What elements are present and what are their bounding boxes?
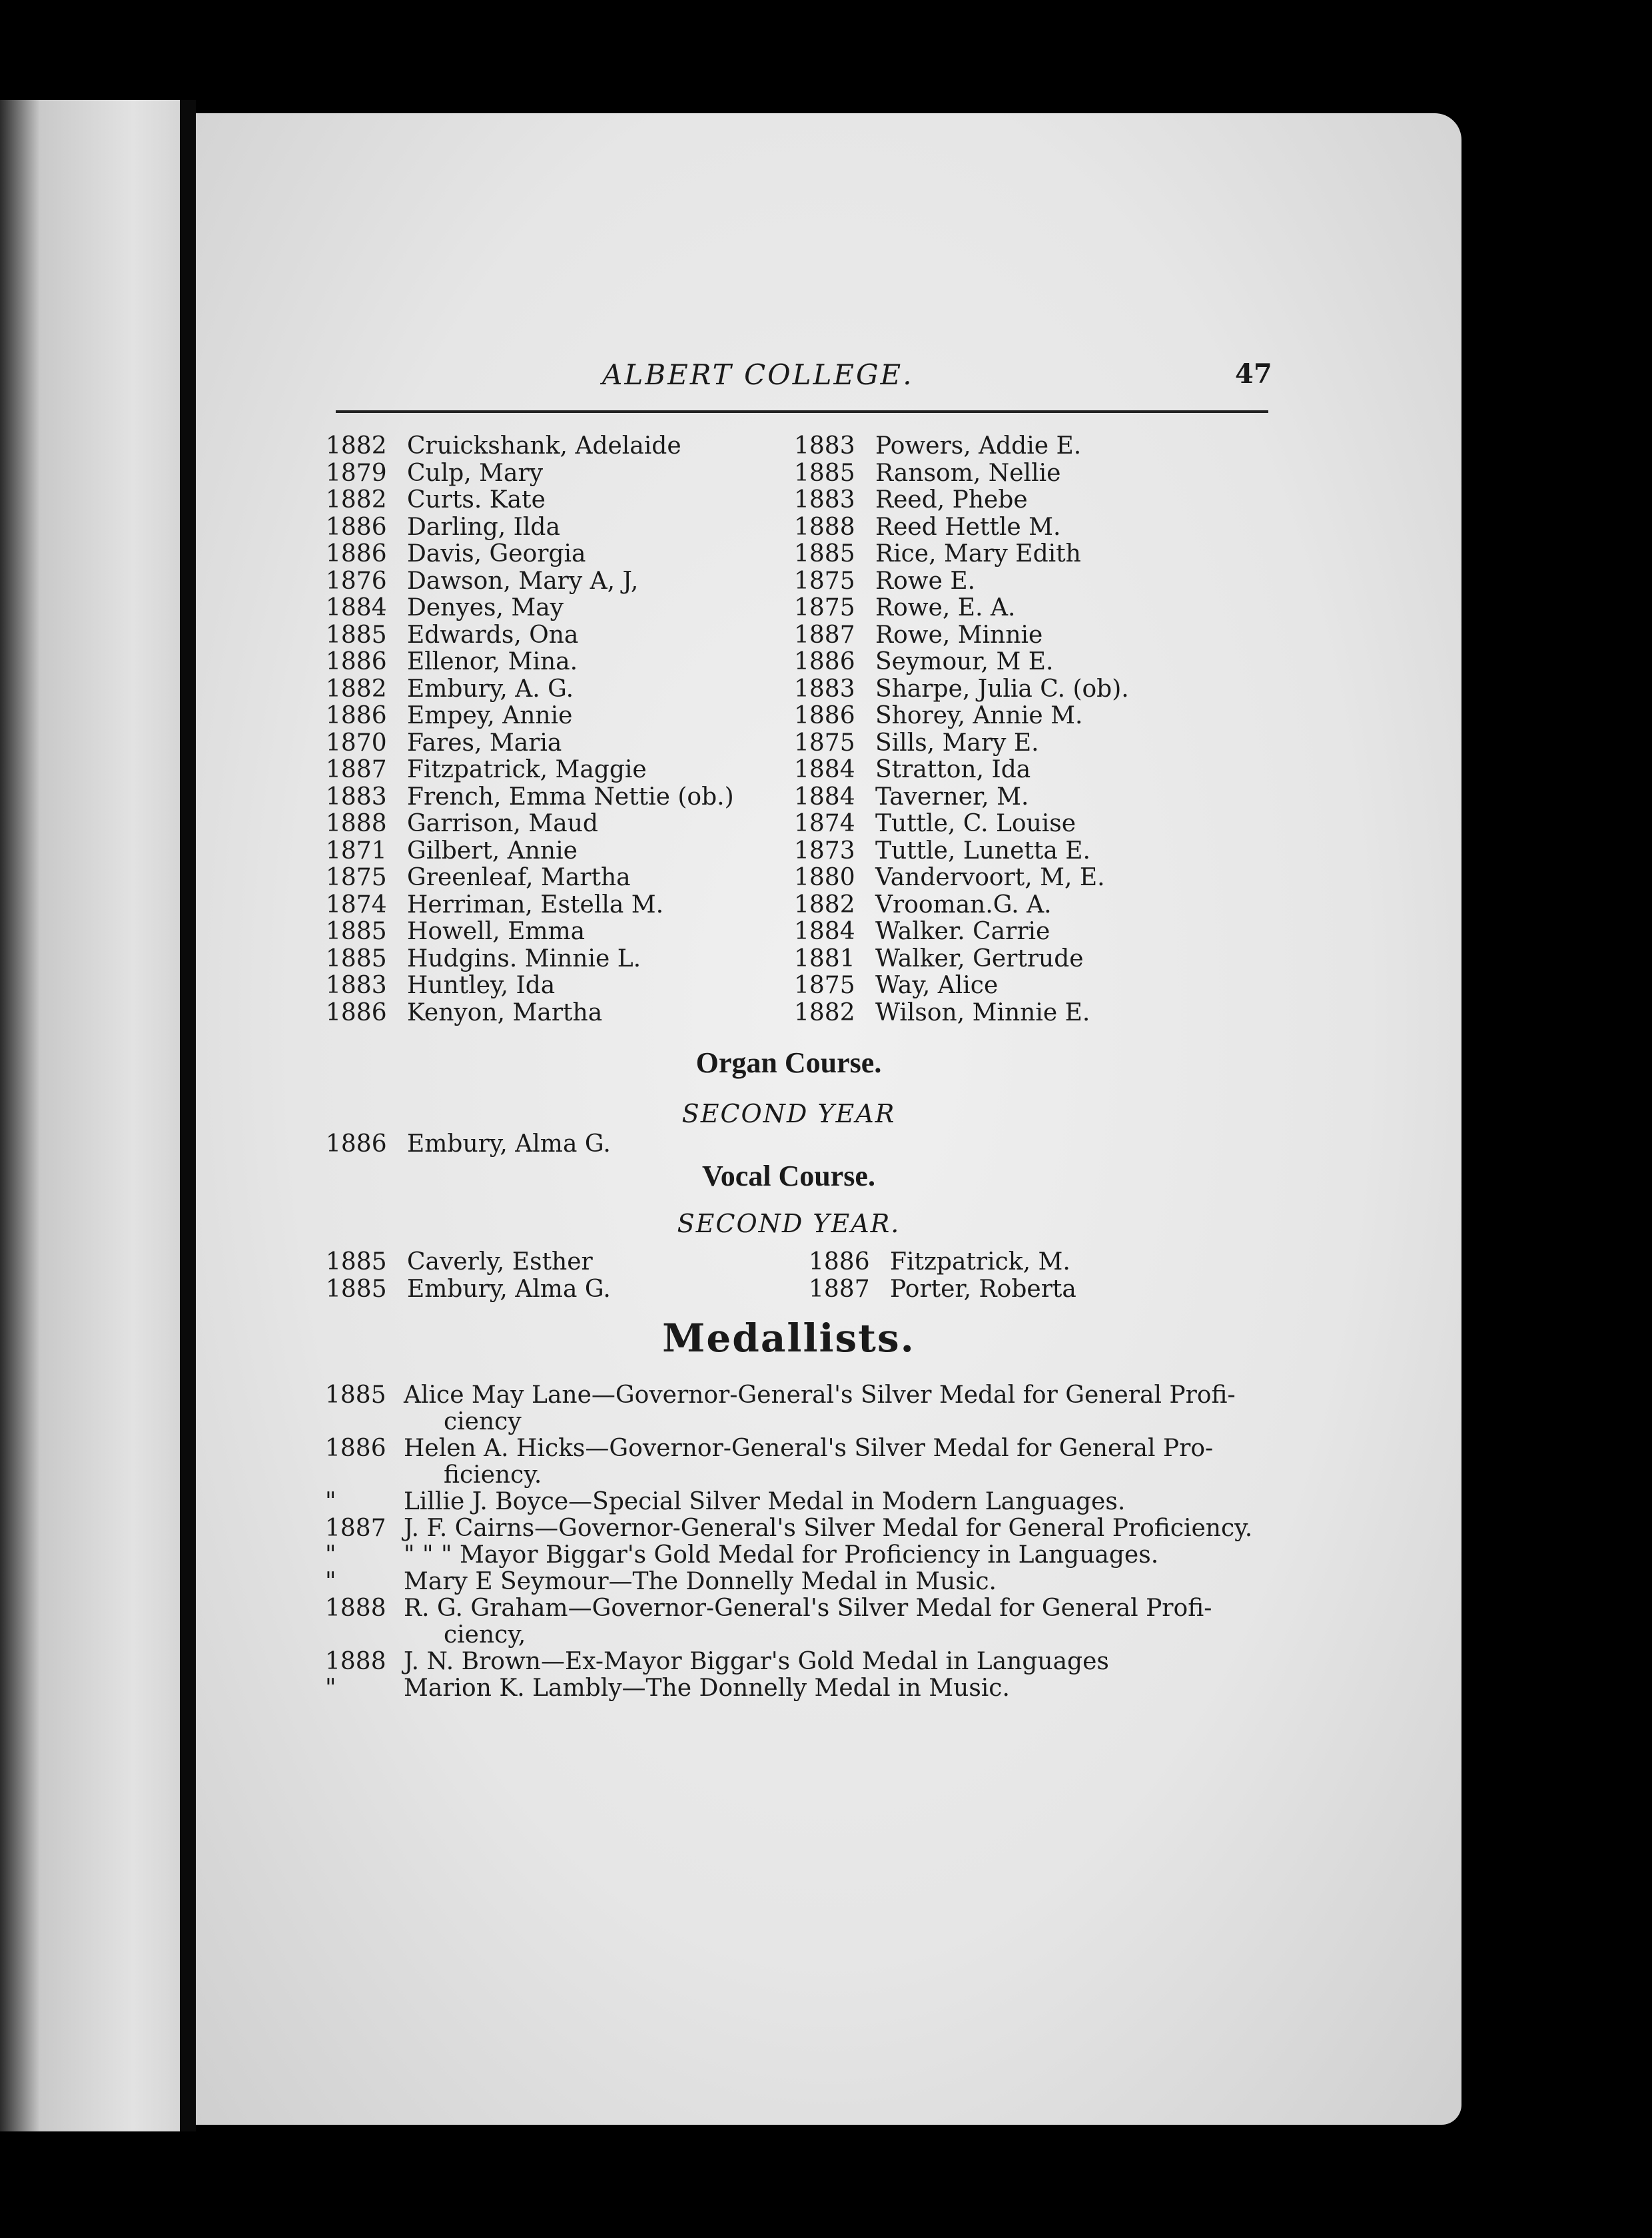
list-item: [794, 433, 1207, 460]
list-item: [794, 568, 1207, 595]
list-item: [794, 649, 1207, 676]
entry-name: Greenleaf, Martha: [407, 864, 631, 891]
entry-year: 1887: [809, 1275, 870, 1303]
entry-year: 1888: [794, 513, 855, 541]
running-title: ALBERT COLLEGE.: [602, 358, 914, 391]
medallist-text: R. G. Graham—Governor-General's Silver Medal for General Profi-: [404, 1595, 1212, 1622]
list-item: [326, 811, 765, 838]
list-item: [326, 784, 765, 811]
entry-name: Porter, Roberta: [890, 1275, 1076, 1303]
entry-name: Davis, Georgia: [407, 540, 586, 567]
medallist-year: 1888: [325, 1595, 386, 1622]
entry-name: Huntley, Ida: [407, 972, 556, 999]
list-item: [326, 838, 765, 865]
entry-year: 1886: [326, 998, 387, 1026]
medallist-year: ": [325, 1488, 336, 1515]
entry-year: 1874: [794, 810, 855, 837]
entry-name: Walker. Carrie: [875, 918, 1050, 945]
entry-name: Wilson, Minnie E.: [875, 998, 1090, 1026]
list-item: [794, 892, 1207, 919]
list-item: [326, 541, 765, 568]
entry-name: Rowe, Minnie: [875, 621, 1043, 649]
entry-year: 1885: [326, 1248, 387, 1276]
entry-name: Tuttle, C. Louise: [875, 810, 1076, 837]
name-list-left: [326, 433, 765, 1026]
name-list-right: [794, 433, 1207, 1026]
entry-name: Seymour, M E.: [875, 648, 1054, 675]
entry-name: Herriman, Estella M.: [407, 891, 664, 919]
list-item: [794, 919, 1207, 946]
entry-name: Fitzpatrick, M.: [890, 1248, 1070, 1276]
medallist-year: ": [325, 1675, 336, 1702]
entry-name: Fares, Maria: [407, 729, 562, 757]
entry-name: Embury, Alma G.: [407, 1130, 611, 1158]
page-header: [196, 358, 1461, 412]
entry-year: 1873: [794, 837, 855, 865]
medallist-text: Mary E Seymour—The Donnelly Medal in Music.: [404, 1568, 997, 1595]
list-item: [326, 622, 765, 649]
entry-year: 1882: [326, 432, 387, 460]
entry-year: 1883: [794, 486, 855, 514]
entry-name: Dawson, Mary A, J,: [407, 567, 639, 595]
list-item: [794, 865, 1207, 892]
entry-name: Vandervoort, M, E.: [875, 864, 1105, 891]
medallists-list: [325, 1382, 1404, 1702]
entry-year: 1885: [794, 459, 855, 487]
medallist-entry: [325, 1515, 1404, 1542]
entry-year: 1883: [326, 783, 387, 811]
entry-name: Cruickshank, Adelaide: [407, 432, 681, 460]
entry-year: 1884: [326, 594, 387, 621]
list-item: [794, 838, 1207, 865]
entry-name: Shorey, Annie M.: [875, 702, 1083, 729]
entry-name: French, Emma Nettie (ob.): [407, 783, 734, 811]
entry-year: 1874: [326, 891, 387, 919]
entry-name: Kenyon, Martha: [407, 998, 603, 1026]
list-item: [326, 730, 765, 757]
list-item: [794, 541, 1207, 568]
medallist-year: 1888: [325, 1648, 386, 1675]
medallist-entry: [325, 1675, 1404, 1702]
vocal-course-heading: Vocal Course.: [702, 1160, 875, 1192]
list-item: [326, 433, 765, 460]
medallist-text: J. N. Brown—Ex-Mayor Biggar's Gold Medal in Languages: [404, 1648, 1109, 1675]
entry-year: 1884: [794, 756, 855, 783]
header-rule: [336, 410, 1268, 413]
entry-year: 1886: [326, 540, 387, 567]
entry-year: 1871: [326, 837, 387, 865]
list-item: [326, 1249, 765, 1276]
page-number: 47: [1235, 358, 1272, 390]
entry-name: Stratton, Ida: [875, 756, 1031, 783]
list-item: [326, 649, 765, 676]
entry-name: Walker, Gertrude: [875, 944, 1084, 972]
entry-name: Rowe E.: [875, 567, 976, 595]
medallist-year: ": [325, 1568, 336, 1595]
organ-course-entry: [326, 1131, 765, 1158]
list-item: [794, 676, 1207, 703]
list-item: [326, 460, 765, 488]
list-item: [794, 487, 1207, 514]
entry-year: 1882: [326, 675, 387, 703]
entry-year: 1870: [326, 729, 387, 757]
medallist-year: 1887: [325, 1515, 386, 1542]
medallist-text-block: [404, 1515, 1404, 1542]
book-spine: [180, 100, 196, 2131]
medallist-text: J. F. Cairns—Governor-General's Silver Medal for General Proficiency.: [404, 1515, 1253, 1542]
medallist-text: Helen A. Hicks—Governor-General's Silver Medal for General Pro-: [404, 1435, 1214, 1462]
entry-year: 1883: [794, 432, 855, 460]
list-item: [326, 946, 765, 973]
entry-year: 1880: [794, 864, 855, 891]
entry-year: 1885: [326, 944, 387, 972]
list-item: [326, 676, 765, 703]
medallist-text-continuation: ciency: [444, 1408, 522, 1435]
entry-name: Reed Hettle M.: [875, 513, 1061, 541]
entry-name: Ransom, Nellie: [875, 459, 1061, 487]
list-item: [794, 730, 1207, 757]
medallist-entry: [325, 1649, 1404, 1675]
entry-year: 1875: [794, 567, 855, 595]
medallist-text-block: [404, 1595, 1404, 1649]
entry-year: 1876: [326, 567, 387, 595]
entry-year: 1883: [794, 675, 855, 703]
list-item: [794, 784, 1207, 811]
list-item: [794, 460, 1207, 488]
medallist-year: 1885: [325, 1381, 386, 1409]
entry-year: 1882: [326, 486, 387, 514]
list-item: [326, 514, 765, 542]
entry-year: 1886: [794, 648, 855, 675]
list-item: [794, 622, 1207, 649]
entry-name: Fitzpatrick, Maggie: [407, 756, 647, 783]
entry-name: Rowe, E. A.: [875, 594, 1016, 621]
entry-year: 1879: [326, 459, 387, 487]
entry-name: Denyes, May: [407, 594, 564, 621]
entry-year: 1885: [794, 540, 855, 567]
entry-name: Vrooman.G. A.: [875, 891, 1052, 919]
entry-name: Way, Alice: [875, 972, 999, 999]
medallist-entry: [325, 1435, 1404, 1489]
list-item: [809, 1249, 1222, 1276]
medallist-text-continuation: ciency,: [444, 1621, 526, 1649]
organ-course-subheading: SECOND YEAR: [681, 1099, 896, 1128]
medallist-entry: [325, 1595, 1404, 1649]
entry-year: 1885: [326, 1275, 387, 1303]
entry-name: Embury, A. G.: [407, 675, 574, 703]
entry-year: 1884: [794, 918, 855, 945]
entry-year: 1886: [794, 702, 855, 729]
entry-year: 1887: [326, 756, 387, 783]
list-item: [326, 892, 765, 919]
medallist-text-block: [404, 1489, 1404, 1515]
list-item: [794, 1000, 1207, 1027]
medallist-text-block: [404, 1675, 1404, 1702]
entry-name: Rice, Mary Edith: [875, 540, 1081, 567]
medallist-entry: [325, 1542, 1404, 1569]
entry-year: 1886: [326, 648, 387, 675]
entry-name: Embury, Alma G.: [407, 1275, 611, 1303]
entry-year: 1881: [794, 944, 855, 972]
facing-page: [0, 100, 193, 2131]
list-item: [794, 595, 1207, 622]
entry-year: 1875: [794, 972, 855, 999]
entry-name: Powers, Addie E.: [875, 432, 1082, 460]
entry-name: Hudgins. Minnie L.: [407, 944, 641, 972]
entry-year: 1875: [794, 729, 855, 757]
entry-year: 1882: [794, 891, 855, 919]
list-item: [794, 703, 1207, 730]
medallist-text-block: [404, 1382, 1404, 1435]
entry-year: 1885: [326, 621, 387, 649]
medallist-text-continuation: ficiency.: [444, 1461, 542, 1489]
list-item: [326, 919, 765, 946]
list-item: [326, 972, 765, 1000]
entry-name: Edwards, Ona: [407, 621, 579, 649]
medallist-text: Lillie J. Boyce—Special Silver Medal in Modern Languages.: [404, 1488, 1126, 1515]
entry-year: 1875: [326, 864, 387, 891]
medallist-entry: [325, 1489, 1404, 1515]
medallist-year: 1886: [325, 1435, 386, 1462]
list-item: [326, 595, 765, 622]
entry-year: 1887: [794, 621, 855, 649]
entry-name: Taverner, M.: [875, 783, 1029, 811]
entry-year: 1875: [794, 594, 855, 621]
medallist-year: ": [325, 1541, 336, 1569]
medallist-text: Alice May Lane—Governor-General's Silver Medal for General Profi-: [404, 1381, 1236, 1409]
organ-course-heading: Organ Course.: [695, 1046, 882, 1079]
entry-name: Sills, Mary E.: [875, 729, 1039, 757]
entry-year: 1886: [326, 513, 387, 541]
list-item: [326, 487, 765, 514]
entry-name: Culp, Mary: [407, 459, 544, 487]
entry-year: 1888: [326, 810, 387, 837]
list-item: [326, 757, 765, 784]
medallist-text: Marion K. Lambly—The Donnelly Medal in Music.: [404, 1675, 1010, 1702]
entry-name: Garrison, Maud: [407, 810, 598, 837]
medallist-entry: [325, 1569, 1404, 1595]
list-item: [326, 568, 765, 595]
medallist-text-block: [404, 1435, 1404, 1489]
vocal-course-subheading: SECOND YEAR.: [677, 1209, 901, 1238]
list-item: [794, 757, 1207, 784]
list-item: [326, 1000, 765, 1027]
entry-name: Curts. Kate: [407, 486, 546, 514]
list-item: [326, 703, 765, 730]
medallist-text-block: [404, 1569, 1404, 1595]
page: [196, 113, 1461, 2125]
entry-name: Darling, Ilda: [407, 513, 560, 541]
list-item: [794, 946, 1207, 973]
medallist-entry: [325, 1382, 1404, 1435]
entry-year: 1886: [326, 702, 387, 729]
list-item: [326, 1276, 765, 1304]
vocal-list-left: [326, 1249, 765, 1303]
entry-name: Caverly, Esther: [407, 1248, 593, 1276]
medallist-text-block: [404, 1542, 1404, 1569]
medallist-text-block: [404, 1649, 1404, 1675]
entry-name: Reed, Phebe: [875, 486, 1028, 514]
medallist-text: " " " Mayor Biggar's Gold Medal for Proficiency in Languages.: [404, 1541, 1159, 1569]
medallists-heading: Medallists.: [662, 1315, 915, 1361]
entry-name: Tuttle, Lunetta E.: [875, 837, 1090, 865]
entry-name: Gilbert, Annie: [407, 837, 578, 865]
entry-year: 1885: [326, 918, 387, 945]
vocal-list-right: [809, 1249, 1222, 1303]
list-item: [794, 811, 1207, 838]
entry-name: Sharpe, Julia C. (ob).: [875, 675, 1129, 703]
entry-year: 1886: [326, 1130, 387, 1158]
list-item: [326, 865, 765, 892]
entry-name: Ellenor, Mina.: [407, 648, 578, 675]
list-item: [809, 1276, 1222, 1304]
entry-year: 1886: [809, 1248, 870, 1276]
entry-year: 1882: [794, 998, 855, 1026]
entry-name: Empey, Annie: [407, 702, 573, 729]
entry-name: Howell, Emma: [407, 918, 586, 945]
list-item: [794, 514, 1207, 542]
list-item: [794, 972, 1207, 1000]
entry-year: 1883: [326, 972, 387, 999]
entry-year: 1884: [794, 783, 855, 811]
